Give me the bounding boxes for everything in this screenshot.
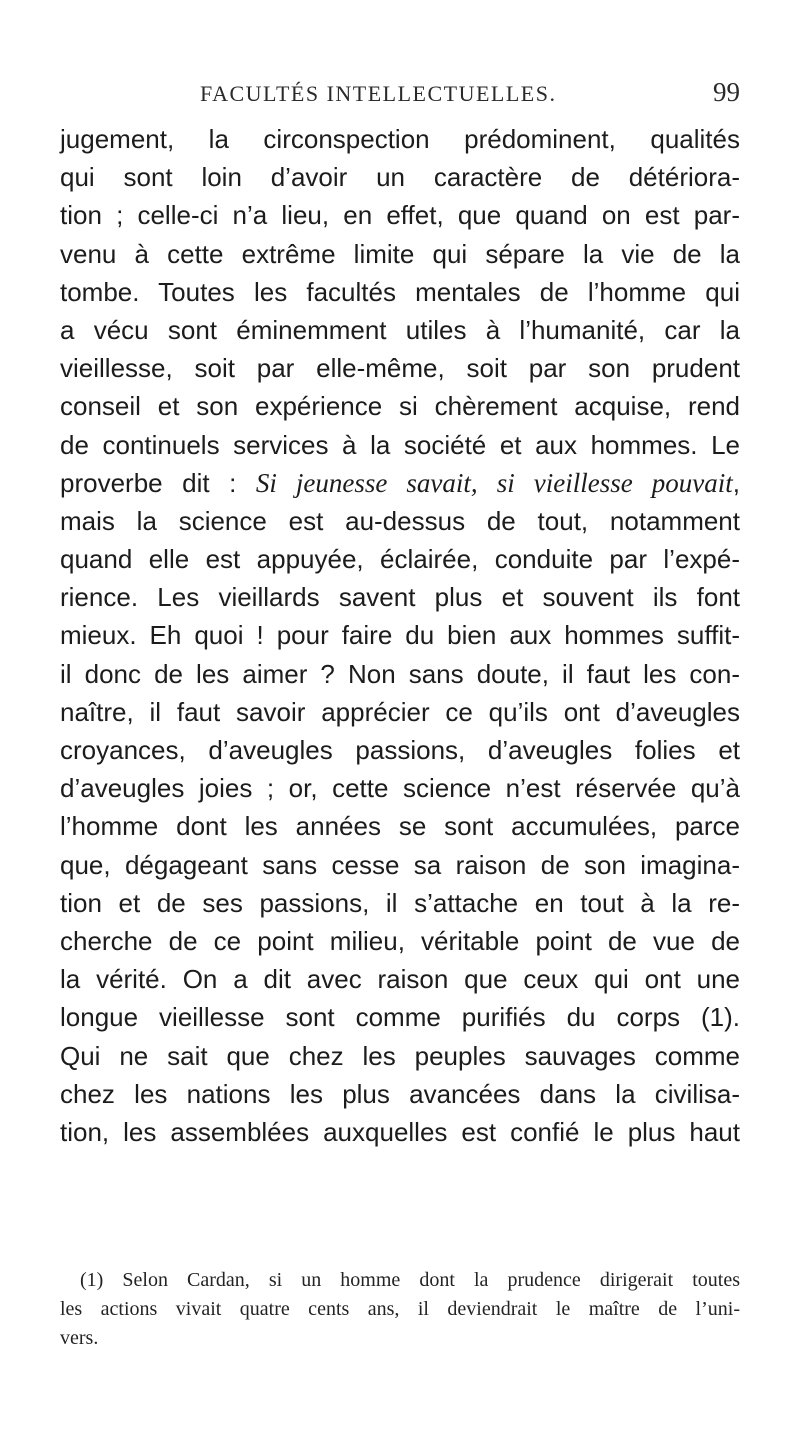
- text-line: vieillesse, soit par elle-même, soit par son prudent: [60, 353, 740, 384]
- proverb-comma: ,: [732, 467, 740, 498]
- body-text: [60, 120, 740, 1151]
- text-line: de continuels services à la société et aux hommes. Le: [60, 429, 740, 460]
- text-line: rience. Les vieillards savent plus et souvent ils font: [60, 582, 740, 613]
- text-line: l’homme dont les années se sont accumulées, parce: [60, 811, 740, 842]
- text-line: la vérité. On a dit avec raison que ceux qui ont une: [60, 964, 740, 995]
- proverb-line: [60, 464, 740, 502]
- text-line: longue vieillesse sont comme purifiés du corps (1).: [60, 1002, 740, 1033]
- text-line: cherche de ce point milieu, véritable point de vue de: [60, 925, 740, 956]
- running-title: FACULTÉS INTELLECTUELLES.: [200, 81, 557, 106]
- text-line: tion ; celle-ci n’a lieu, en effet, que quand on est par-: [60, 200, 740, 231]
- text-line: qui sont loin d’avoir un caractère de détériora-: [60, 162, 740, 193]
- footnote-line: les actions vivait quatre cents ans, il deviendrait le maître de l’uni-: [60, 1298, 740, 1320]
- text-line: mais la science est au-dessus de tout, notamment: [60, 505, 740, 536]
- text-line: quand elle est appuyée, éclairée, conduite par l’expé-: [60, 544, 740, 575]
- text-line: d’aveugles joies ; or, cette science n’est réservée qu’à: [60, 773, 740, 804]
- text-line: Qui ne sait que chez les peuples sauvages comme: [60, 1040, 740, 1071]
- footnote-line: vers.: [60, 1327, 99, 1349]
- proverb-intro: proverbe dit :: [60, 467, 256, 498]
- text-line: chez les nations les plus avancées dans la civilisa-: [60, 1078, 740, 1109]
- text-line: venu à cette extrême limite qui sépare la vie de la: [60, 238, 740, 269]
- footnote-line: (1) Selon Cardan, si un homme dont la prudence dirigerait toutes: [80, 1269, 740, 1291]
- text-line: a vécu sont éminemment utiles à l’humanité, car la: [60, 314, 740, 345]
- text-line: naître, il faut savoir apprécier ce qu’ils ont d’aveugles: [60, 696, 740, 727]
- text-line: il donc de les aimer ? Non sans doute, il faut les con-: [60, 658, 740, 689]
- text-line: croyances, d’aveugles passions, d’aveugles folies et: [60, 735, 740, 765]
- running-head: [60, 77, 740, 111]
- text-line: tion, les assemblées auxquelles est confié le plus haut: [60, 1116, 740, 1147]
- text-line: jugement, la circonspection prédominent, qualités: [60, 124, 740, 154]
- text-line: conseil et son expérience si chèrement acquise, rend: [60, 391, 740, 422]
- page-number: 99: [713, 77, 740, 107]
- text-line: mieux. Eh quoi ! pour faire du bien aux hommes suffit-: [60, 620, 740, 651]
- text-line: que, dégageant sans cesse sa raison de son imagina-: [60, 849, 740, 880]
- text-line: tion et de ses passions, il s’attache en tout à la re-: [60, 887, 740, 918]
- proverb-quote: Si jeunesse savait, si vieillesse pouvait: [255, 467, 733, 498]
- footnote: [60, 1266, 740, 1353]
- text-line: tombe. Toutes les facultés mentales de l’homme qui: [60, 276, 740, 307]
